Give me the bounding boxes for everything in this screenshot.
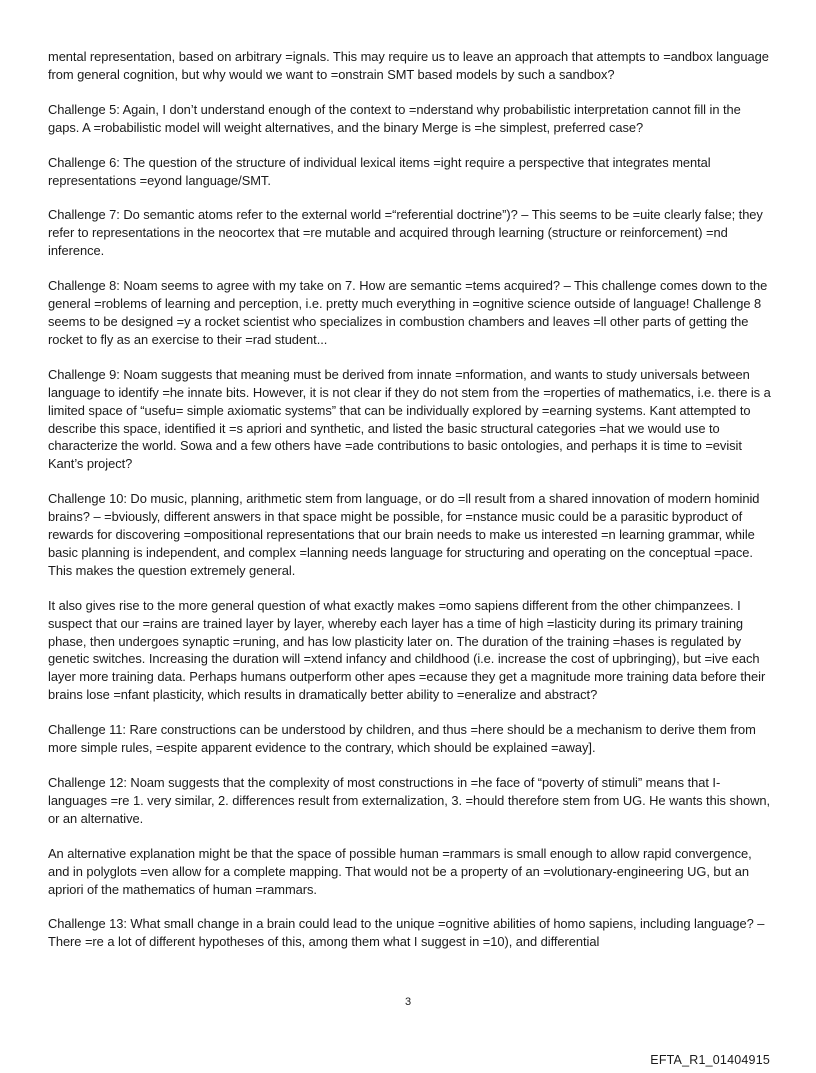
document-body <box>48 48 772 968</box>
paragraph-challenge-12: Challenge 12: Noam suggests that the complexity of most constructions in =he face of “poverty of stimuli” means that I-languages =re 1. very similar, 2. differences result from externalization, 3. =hould therefore stem from UG. He wants this shown, or an alternative. <box>48 775 770 826</box>
paragraph-challenge-13: Challenge 13: What small change in a brain could lead to the unique =ognitive abilities of homo sapiens, including language? – There =re a lot of different hypotheses of this, among them what I suggest in =10), and differential <box>48 916 765 950</box>
paragraph-challenge-6: Challenge 6: The question of the structure of individual lexical items =ight require a perspective that integrates mental representations =eyond language/SMT. <box>48 154 711 188</box>
paragraph-challenge-12-alternative: An alternative explanation might be that the space of possible human =rammars is small enough to allow rapid convergence, and in polyglots =ven allow for a complete mapping. That would not be a property of an =volutionary-engineering UG, but an apriori of the mathematics of human =rammars. <box>48 845 752 897</box>
paragraph-challenge-11: Challenge 11: Rare constructions can be understood by children, and thus =here should be a mechanism to derive them from more simple rules, =espite apparent evidence to the contrary, which should be explained =away]. <box>48 722 756 756</box>
paragraph-challenge-10: Challenge 10: Do music, planning, arithmetic stem from language, or do =ll result from a shared innovation of modern hominid brains? – =bviously, different answers in that space might be possible, for =nstance music could be a parasitic byproduct of rewards for discovering =ompositional representations that our brain needs to make us interested =n learning grammar, while basic planning is independent, and complex =lanning needs language for structuring and operating on the conceptual =pace. This makes the question extremely general. <box>48 491 760 578</box>
paragraph-challenge-10-continued: It also gives rise to the more general question of what exactly makes =omo sapiens different from the other chimpanzees. I suspect that our =rains are trained layer by layer, whereby each layer has a time of high =lasticity during its primary training phase, then undergoes synaptic =runing, and has low plasticity later on. The duration of the training =hases is regulated by genetic switches. Increasing the duration will =xtend infancy and childhood (i.e. increase the cost of upbringing), but =ive each layer more training data. Perhaps humans outperform other apes =ecause they get a magnitude more training data before their brains lose =nfant plasticity, which results in dramatically better ability to =eneralize and abstract? <box>48 597 766 703</box>
page-number: 3 <box>404 996 412 1008</box>
paragraph-challenge-8: Challenge 8: Noam seems to agree with my take on 7. How are semantic =tems acquired? – This challenge comes down to the general =roblems of learning and perception, i.e. pretty much everything in =ognitive science outside of language! Challenge 8 seems to be designed =y a rocket scientist who specializes in combustion chambers and leaves =ll other parts of getting the rocket to fly as an exercise to their =rad student... <box>48 278 768 347</box>
paragraph-challenge-7: Challenge 7: Do semantic atoms refer to the external world =“referential doctrine”)? – This seems to be =uite clearly false; they refer to representations in the neocortex that =re mutable and acquired through learning (structure or reinforcement) =nd inference. <box>48 207 763 259</box>
paragraph-challenge-9: Challenge 9: Noam suggests that meaning must be derived from innate =nformation, and wants to study universals between language to identify =he innate bits. However, it is not clear if they do not stem from the =roperties of mathematics, i.e. there is a limited space of “usefu= simple axiomatic systems” that can be individually explored by =earning systems. Kant attempted to describe this space, identified it =s apriori and synthetic, and listed the basic structural categories =hat we would use to characterize the world. Sowa and a few others have =ade contributions to basic ontologies, and perhaps it is time to =evisit Kant’s project? <box>48 366 771 472</box>
paragraph-challenge-5: Challenge 5: Again, I don’t understand enough of the context to =nderstand why probabilistic interpretation cannot fill in the gaps. A =robabilistic model will weight alternatives, and the binary Merge is =he simplest, preferred case? <box>48 101 741 135</box>
document-id: EFTA_R1_01404915 <box>650 1053 770 1067</box>
paragraph-intro: mental representation, based on arbitrary =ignals. This may require us to leave an approach that attempts to =andbox language from general cognition, but why would we want to =onstrain SMT based models by such a sandbox? <box>48 49 769 82</box>
